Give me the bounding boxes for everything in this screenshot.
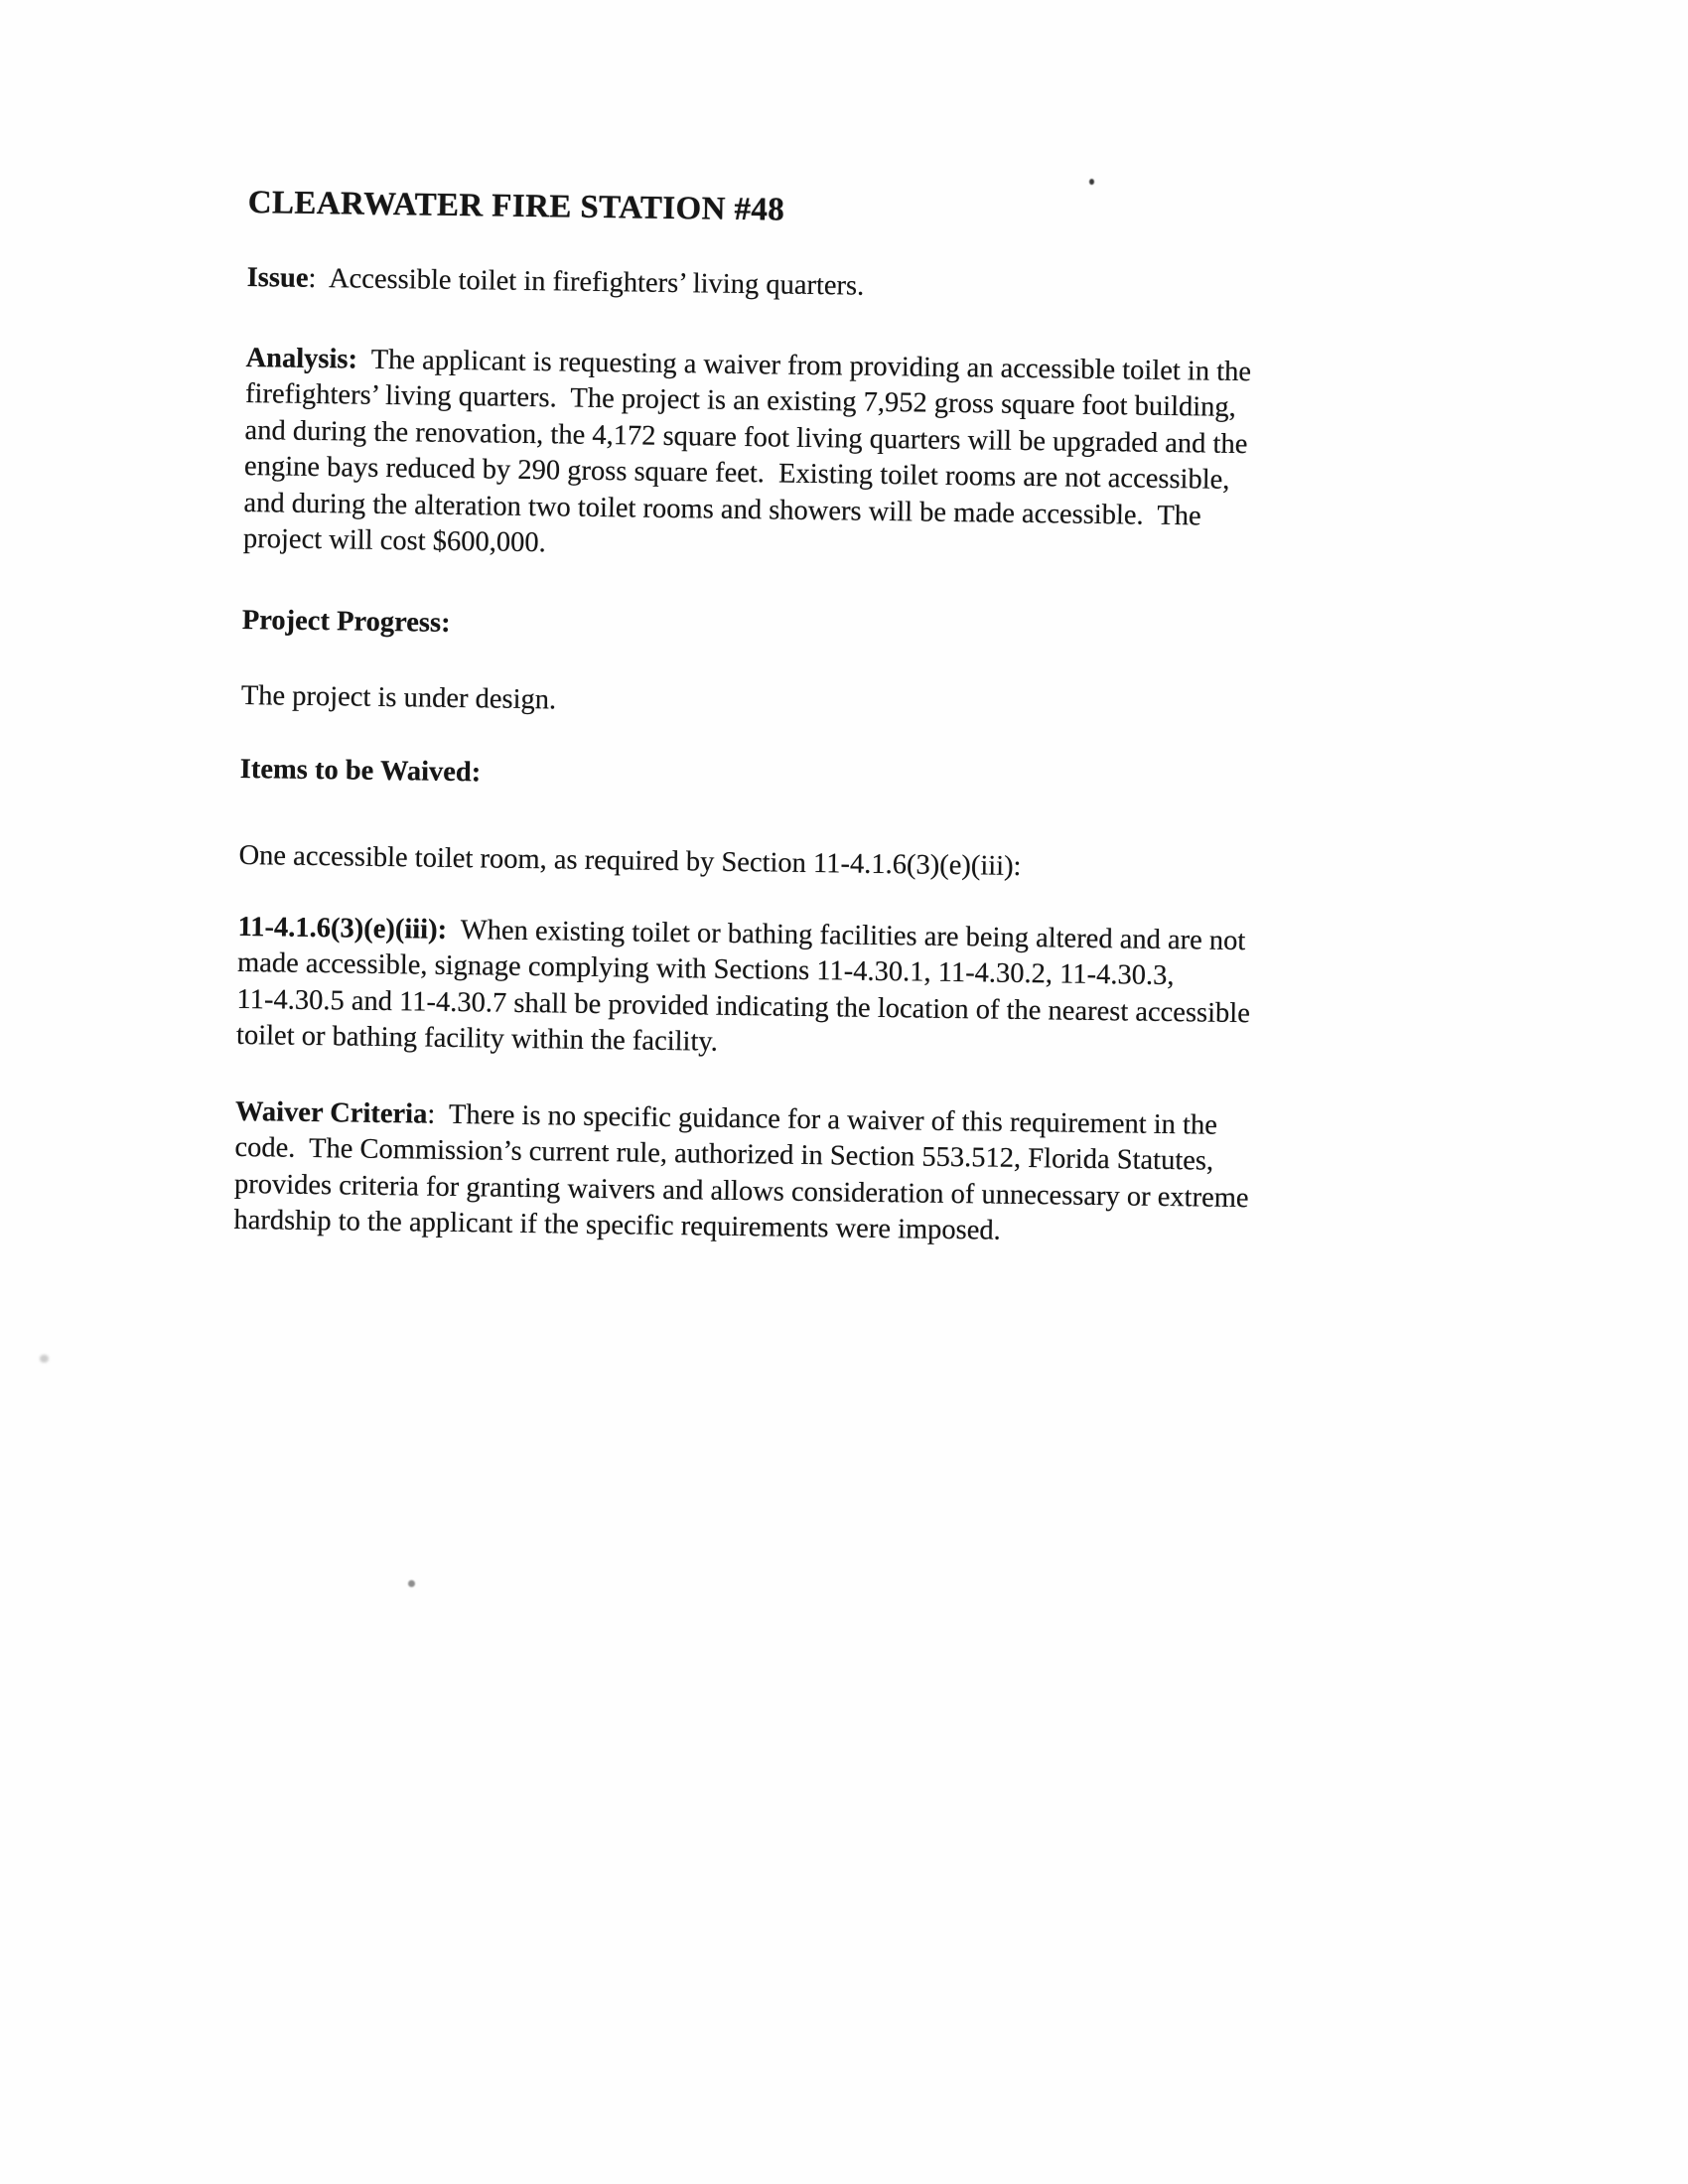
document-title: CLEARWATER FIRE STATION #48: [247, 185, 785, 228]
project-progress-text: The project is under design.: [240, 679, 557, 716]
document-content: [233, 185, 1519, 1256]
scan-speck: [408, 1580, 415, 1587]
waiver-criteria-paragraph: [233, 1093, 1506, 1256]
scan-speck: [1089, 179, 1094, 185]
analysis-line: firefighters’ living quarters. The project is an existing 7,952 gross square foot building,: [244, 377, 1237, 423]
waiver-criteria-line: hardship to the applicant if the specific requirements were imposed.: [233, 1204, 1002, 1246]
code-section-line-text: When existing toilet or bathing facilities are being altered and are not: [446, 914, 1246, 956]
code-section-paragraph: [236, 909, 1509, 1072]
issue-label: Issue: [246, 261, 309, 294]
analysis-line: project will cost $600,000.: [242, 522, 546, 559]
waiver-criteria-line: provides criteria for granting waivers and allows consideration of unnecessary or extreme: [233, 1168, 1249, 1214]
code-section-label: 11-4.1.6(3)(e)(iii):: [237, 911, 448, 946]
analysis-label: Analysis:: [245, 342, 358, 375]
project-progress-heading: Project Progress:: [241, 604, 451, 639]
waiver-criteria-line: code. The Commission’s current rule, authorized in Section 553.512, Florida Statutes,: [234, 1131, 1214, 1177]
analysis-line: engine bays reduced by 290 gross square feet. Existing toilet rooms are not accessible,: [243, 450, 1230, 496]
code-section-line: 11-4.30.5 and 11-4.30.7 shall be provided indicating the location of the nearest accessible: [236, 983, 1251, 1029]
items-to-be-waived-heading: Items to be Waived:: [239, 753, 482, 788]
waiver-criteria-label: Waiver Criteria: [234, 1095, 428, 1130]
scan-speck: [40, 1355, 49, 1363]
code-section-line: toilet or bathing facility within the facility.: [235, 1019, 719, 1058]
analysis-line: and during the renovation, the 4,172 square foot living quarters will be upgraded and the: [244, 414, 1248, 460]
waived-item-text: One accessible toilet room, as required by Section 11-4.1.6(3)(e)(iii):: [238, 839, 1022, 882]
code-section-line: made accessible, signage complying with Sections 11-4.30.1, 11-4.30.2, 11-4.30.3,: [236, 946, 1175, 992]
waiver-criteria-line-text: : There is no specific guidance for a waiver of this requirement in the: [427, 1098, 1218, 1141]
analysis-line-text: The applicant is requesting a waiver from providing an accessible toilet in the: [356, 344, 1252, 387]
issue-text: : Accessible toilet in firefighters’ living quarters.: [308, 262, 865, 302]
analysis-line: and during the alteration two toilet rooms and showers will be made accessible. The: [243, 487, 1201, 531]
analysis-paragraph: [243, 340, 1517, 575]
issue-line: [246, 260, 1517, 314]
